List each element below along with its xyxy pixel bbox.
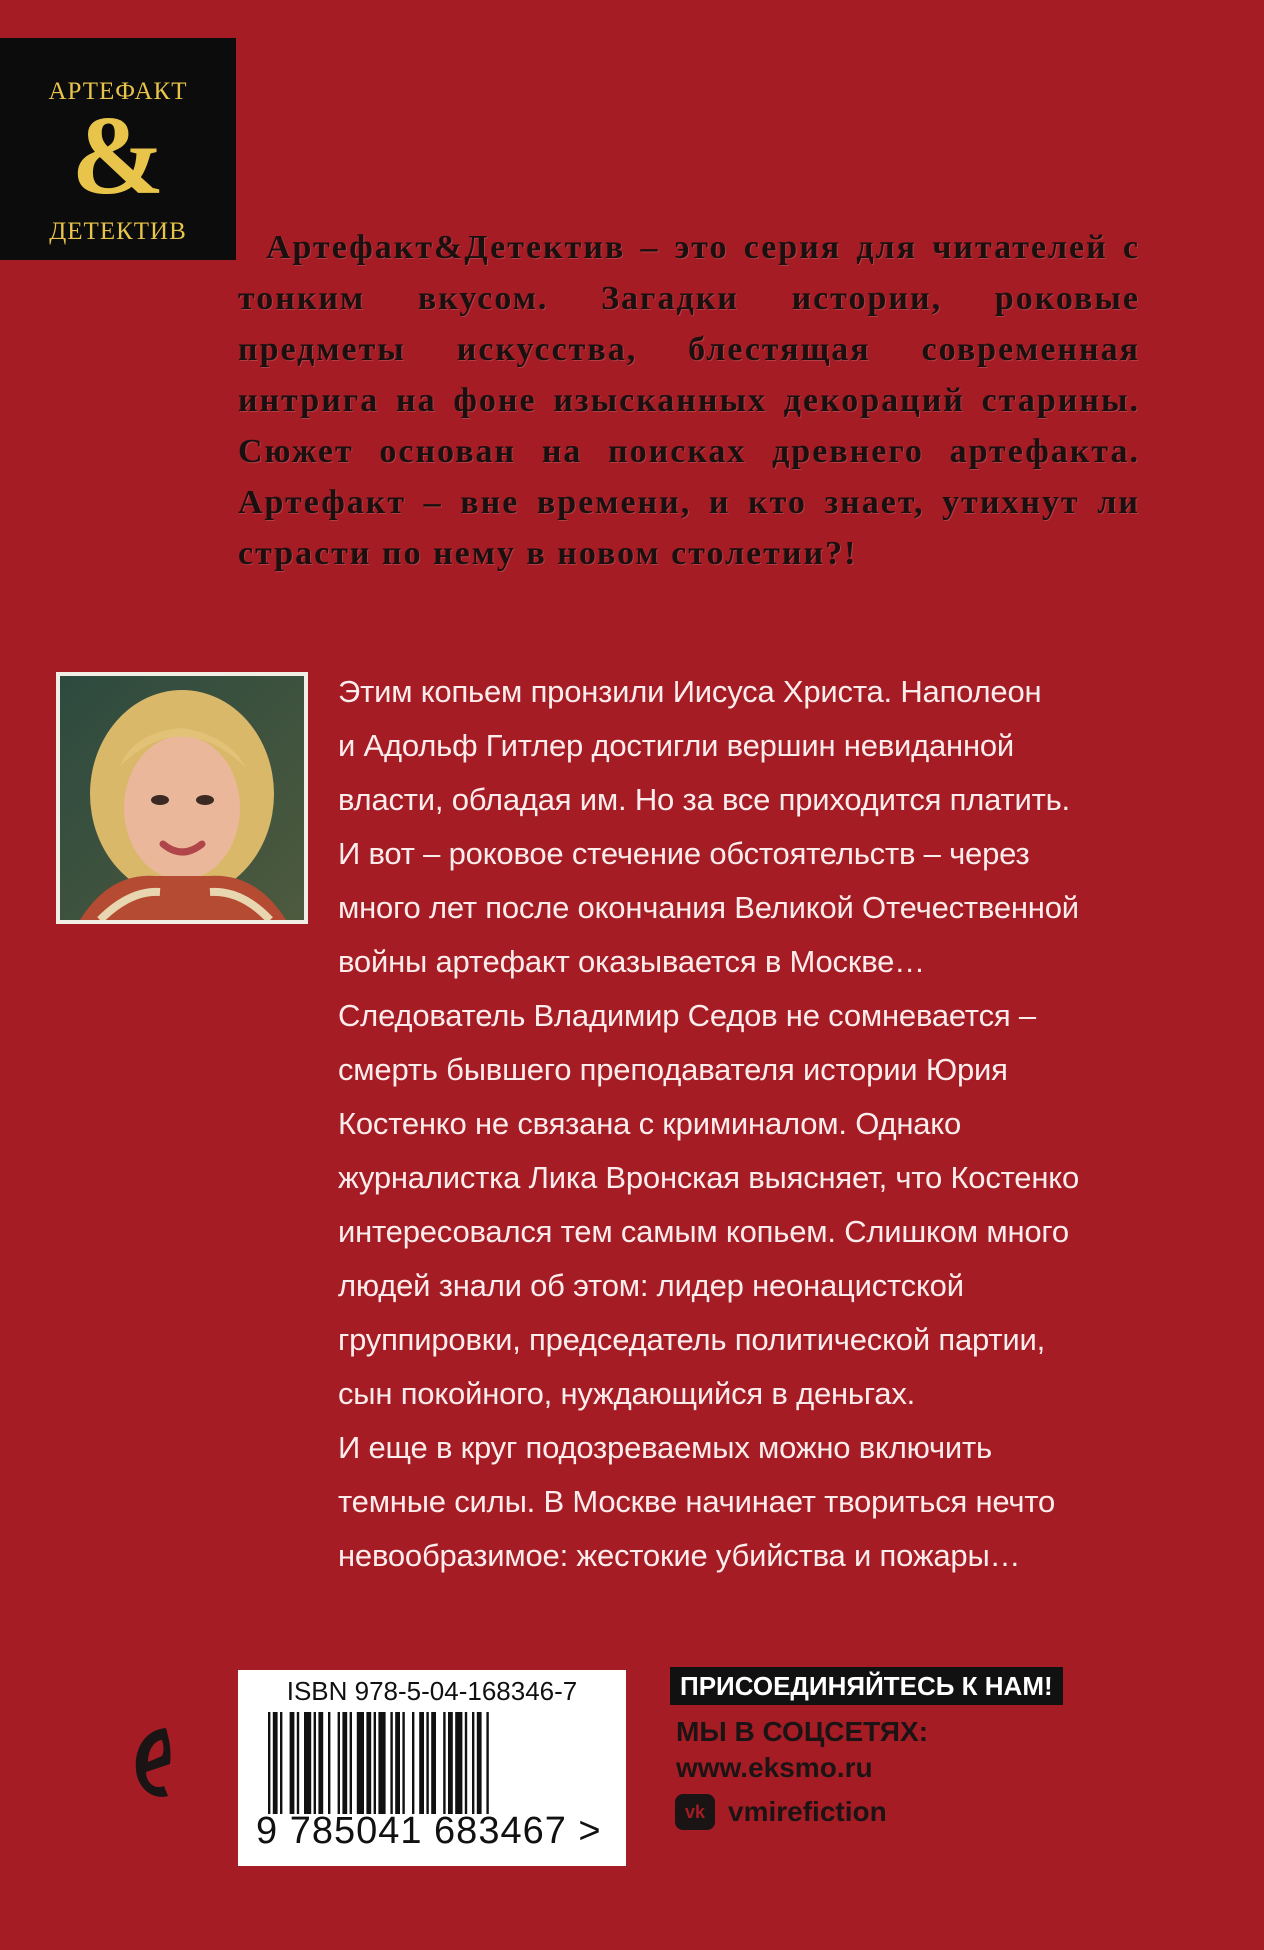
blurb-line: людей знали об этом: лидер неонацистской — [338, 1268, 964, 1303]
blurb-line: И вот – роковое стечение обстоятельств – через — [338, 836, 1030, 871]
barcode-bar — [290, 1712, 295, 1814]
series-description-text: Артефакт&Детектив – это серия для читателей с тонким вкусом. Загадки истории, роковые предметы искусства, блестящая современная интрига на фоне изысканных декораций старины. Сюжет основан на поисках древнего артефакта. Артефакт – вне времени, и кто знает, утихнут ли страсти по нему в новом столетии?! — [238, 229, 1140, 572]
blurb-line: интересовался тем самым копьем. Слишком много — [338, 1214, 1069, 1249]
barcode-bar — [328, 1712, 330, 1814]
barcode-bar — [455, 1712, 462, 1814]
isbn-label: ISBN 978-5-04-168346-7 — [286, 1676, 578, 1706]
logo-bottom-text: ДЕТЕКТИВ — [49, 218, 187, 245]
barcode-bar — [273, 1712, 278, 1814]
barcode-bar — [318, 1712, 323, 1814]
barcode-bar — [338, 1712, 340, 1814]
barcode-bar — [297, 1712, 299, 1814]
barcode-bar — [378, 1712, 385, 1814]
barcode-bar — [395, 1712, 400, 1814]
logo-ampersand: & — [71, 94, 165, 218]
barcode-bar — [448, 1712, 453, 1814]
barcode-bars — [268, 1712, 568, 1814]
barcode-bar — [342, 1712, 347, 1814]
blurb-line: Этим копьем пронзили Иисуса Христа. Наполеон — [338, 674, 1042, 709]
join-us-banner: ПРИСОЕДИНЯЙТЕСЬ К НАМ! — [670, 1667, 1063, 1705]
vk-handle-link[interactable]: vmirefiction — [728, 1796, 887, 1827]
barcode-bar — [374, 1712, 376, 1814]
barcode-bar — [419, 1712, 424, 1814]
blurb-line: невообразимое: жестокие убийства и пожары… — [338, 1538, 1021, 1573]
barcode-bar — [314, 1712, 316, 1814]
series-logo — [0, 38, 236, 260]
barcode-bar — [268, 1712, 270, 1814]
blurb-line: много лет после окончания Великой Отечественной — [338, 890, 1079, 925]
blurb-line: группировки, председатель политической партии, — [338, 1322, 1046, 1357]
barcode-bar — [486, 1712, 488, 1814]
barcode-bar — [443, 1712, 445, 1814]
barcode-bar — [412, 1712, 414, 1814]
blurb-line: И еще в круг подозреваемых можно включить — [338, 1430, 993, 1465]
website-link[interactable]: www.eksmo.ru — [676, 1752, 873, 1783]
blurb-line: темные силы. В Москве начинает твориться нечто — [338, 1484, 1056, 1519]
blurb-line: смерть бывшего преподавателя истории Юрия — [338, 1052, 1008, 1087]
blurb-line: войны артефакт оказывается в Москве… — [338, 944, 925, 979]
vk-icon: vk — [675, 1794, 715, 1830]
author-photo — [56, 672, 308, 924]
barcode-bar — [465, 1712, 467, 1814]
barcode-bar — [350, 1712, 352, 1814]
author-photo-illustration — [60, 676, 304, 920]
barcode-bar — [426, 1712, 428, 1814]
blurb-line: журналистка Лика Вронская выясняет, что Костенко — [338, 1160, 1080, 1195]
series-description — [238, 222, 1140, 579]
barcode-bar — [402, 1712, 404, 1814]
barcode-bar — [390, 1712, 392, 1814]
barcode-bar — [477, 1712, 482, 1814]
blurb-line: власти, обладая им. Но за все приходится платить. — [338, 782, 1070, 817]
barcode-bar — [280, 1712, 282, 1814]
barcode-bar — [431, 1712, 436, 1814]
logo-top-text: АРТЕФАКТ — [48, 78, 188, 105]
social-networks-label: МЫ В СОЦСЕТЯХ: — [676, 1716, 929, 1747]
blurb-line: Костенко не связана с криминалом. Однако — [338, 1106, 962, 1141]
isbn-barcode — [238, 1670, 626, 1866]
barcode-bar — [366, 1712, 371, 1814]
eksmo-e-icon — [128, 1720, 176, 1806]
blurb-line: Следователь Владимир Седов не сомневается – — [338, 998, 1036, 1033]
book-blurb — [338, 665, 1168, 1583]
barcode-digits: 9 785041 683467 > — [256, 1810, 602, 1852]
blurb-line: и Адольф Гитлер достигли вершин невиданной — [338, 728, 1015, 763]
barcode-bar — [304, 1712, 311, 1814]
blurb-line: сын покойного, нуждающийся в деньгах. — [338, 1376, 916, 1411]
barcode-bar — [357, 1712, 364, 1814]
barcode-bar — [472, 1712, 474, 1814]
